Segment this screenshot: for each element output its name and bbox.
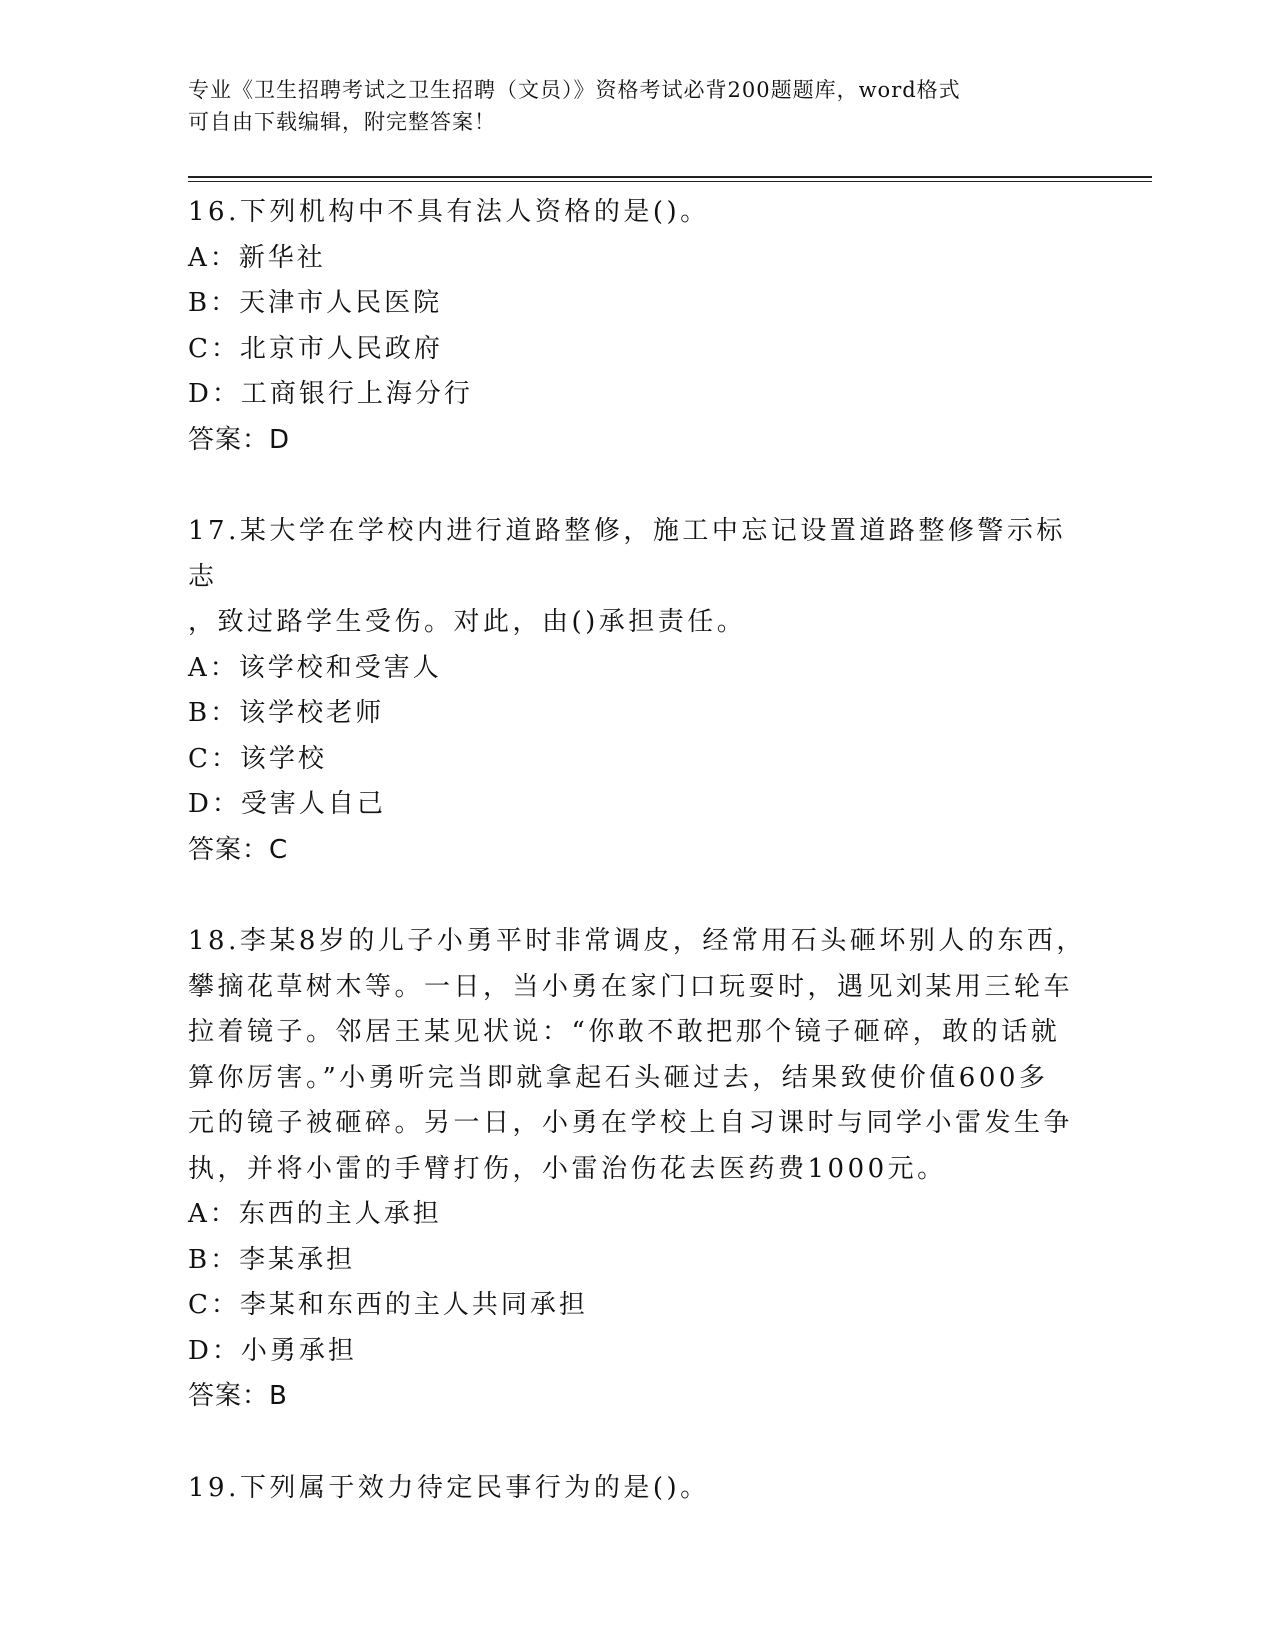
option-a: A：新华社 — [188, 242, 326, 273]
question-text-line-5: 元的镜子被砸碎。另一日，小勇在学校上自习课时与同学小雷发生争 — [188, 1108, 1074, 1138]
header-divider-thin — [188, 181, 1152, 182]
header-line-1: 专业《卫生招聘考试之卫生招聘（文员）》资格考试必背200题题库，word格式 — [188, 78, 961, 102]
document-header — [188, 74, 1068, 138]
question-text-line-1: 18.李某8岁的儿子小勇平时非常调皮，经常用石头砸坏别人的东西， — [188, 926, 1086, 956]
question-text-line-6: 执，并将小雷的手臂打伤，小雷治伤花去医药费1000元。 — [188, 1153, 947, 1184]
option-d: D：受害人自己 — [188, 789, 386, 819]
option-d: D：小勇承担 — [188, 1335, 357, 1366]
option-c: C：北京市人民政府 — [188, 333, 443, 364]
option-b: B：天津市人民医院 — [188, 288, 443, 318]
option-a: A：该学校和受害人 — [188, 652, 442, 683]
answer: 答案：C — [188, 834, 289, 865]
option-b: B：李某承担 — [188, 1244, 356, 1275]
question-16 — [188, 190, 1088, 463]
question-text: 16.下列机构中不具有法人资格的是()。 — [188, 197, 710, 227]
option-a: A：东西的主人承担 — [188, 1199, 442, 1229]
answer: 答案：D — [188, 424, 291, 455]
question-text-line-2: ，致过路学生受伤。对此，由()承担责任。 — [188, 607, 747, 637]
question-list — [188, 190, 1088, 1557]
question-text-line-3: 拉着镜子。邻居王某见状说：“你敢不敢把那个镜子砸碎，敢的话就 — [188, 1017, 1061, 1047]
question-text-line-1: 17.某大学在学校内进行道路整修，施工中忘记设置道路整修警示标志 — [188, 516, 1066, 592]
option-c: C：李某和东西的主人共同承担 — [188, 1290, 588, 1320]
question-text-line-4: 算你厉害。”小勇听完当即就拿起石头砸过去，结果致使价值600多 — [188, 1062, 1049, 1093]
question-17 — [188, 509, 1088, 873]
option-b: B：该学校老师 — [188, 698, 385, 728]
question-19 — [188, 1466, 1088, 1512]
question-18 — [188, 919, 1088, 1420]
question-text: 19.下列属于效力待定民事行为的是()。 — [188, 1472, 710, 1503]
option-c: C：该学校 — [188, 743, 327, 774]
header-divider-thick — [188, 176, 1152, 178]
header-line-2: 可自由下载编辑，附完整答案！ — [188, 110, 496, 134]
option-d: D：工商银行上海分行 — [188, 379, 473, 409]
answer: 答案：B — [188, 1381, 288, 1411]
question-text-line-2: 攀摘花草树木等。一日，当小勇在家门口玩耍时，遇见刘某用三轮车 — [188, 971, 1074, 1002]
